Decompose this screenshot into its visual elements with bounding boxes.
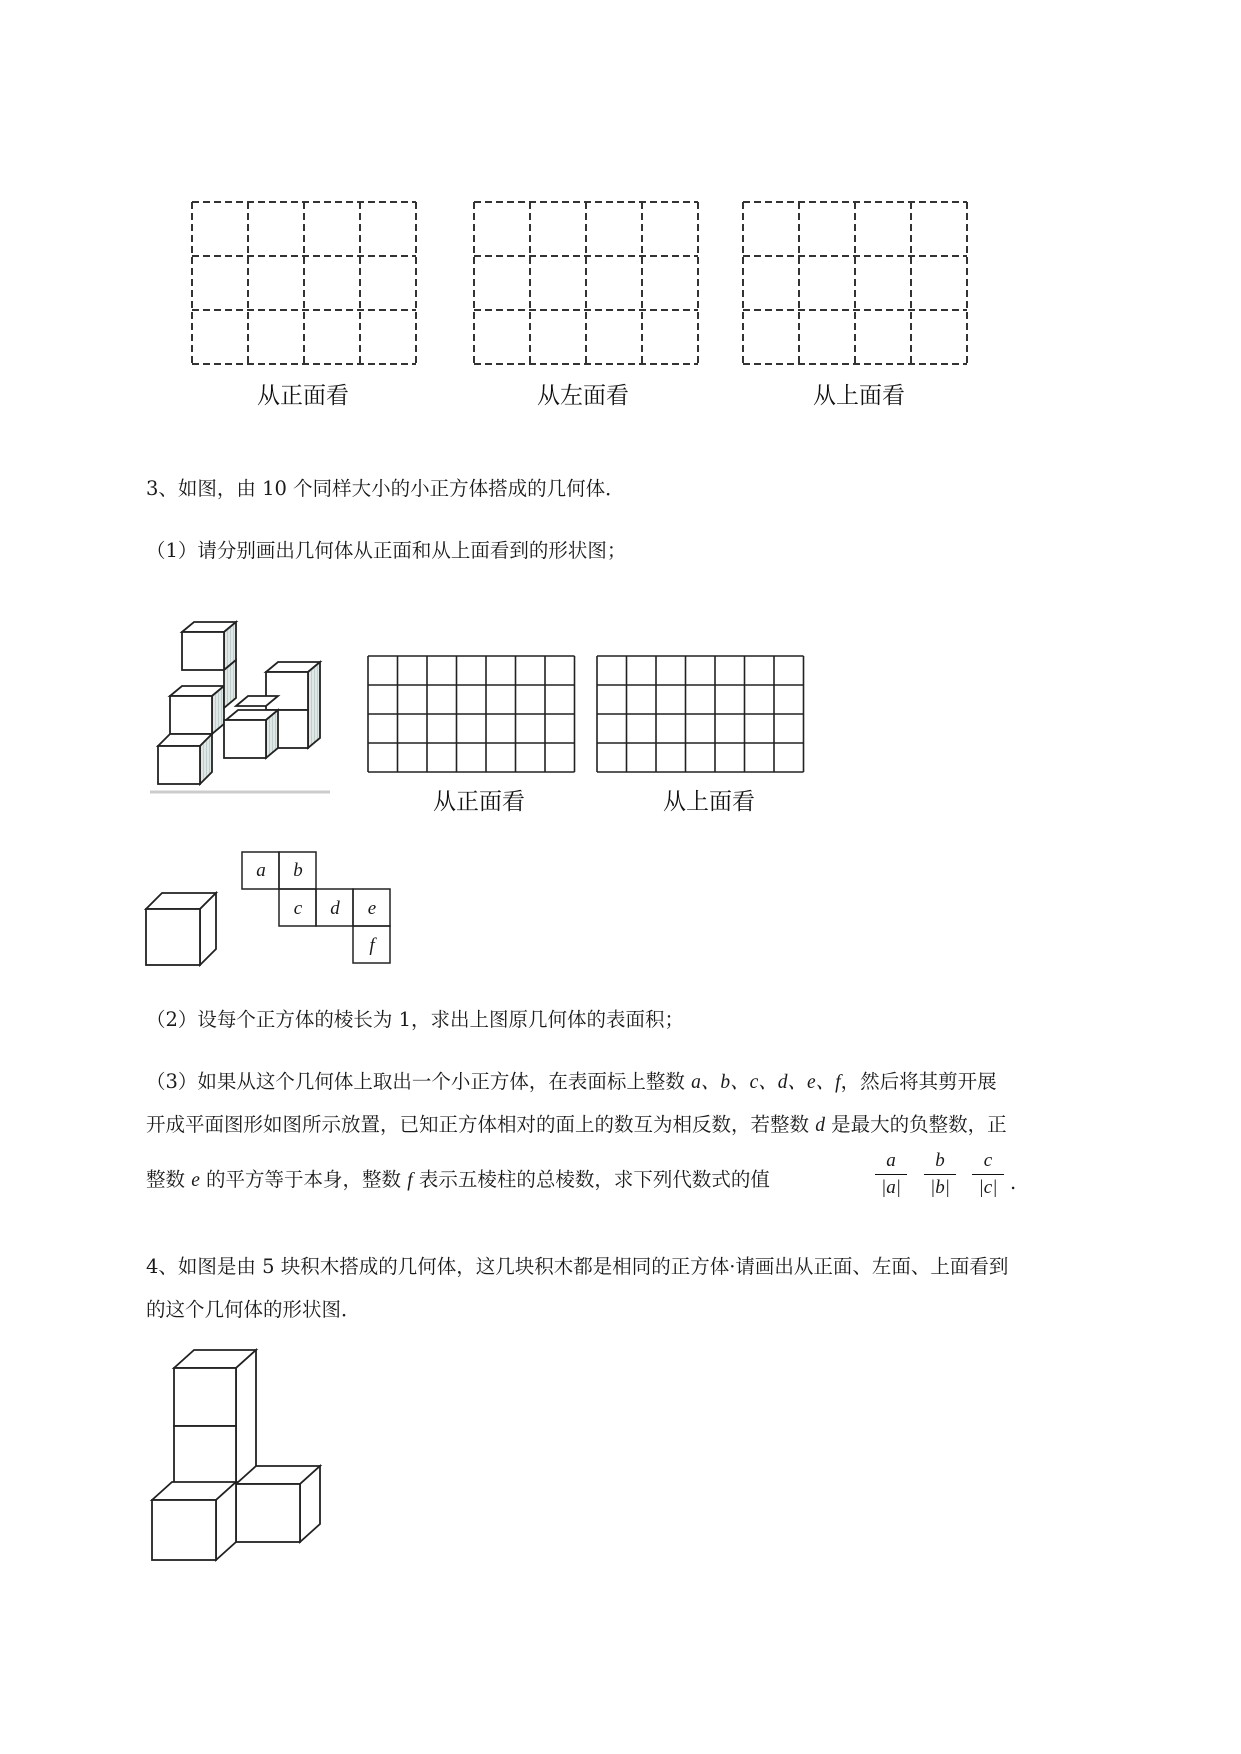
q3-part2: （2）设每个正方体的棱长为 1，求出上图原几何体的表面积； [146,1008,685,1031]
fraction-numerator: a [886,1150,896,1171]
q3-part3-text: 的平方等于本身，整数 [199,1168,408,1191]
q4-line1: 4、如图是由 5 块积木搭成的几何体，这几块积木都是相同的正方体·请画出从正面、左面、上面看到 [146,1255,1009,1278]
solid-grid-label-front: 从正面看 [433,789,525,815]
net-label-f: f [369,935,375,956]
q3-part3-text: 开成平面图形如图所示放置，已知正方体相对的面上的数互为相反数，若整数 [146,1113,816,1136]
q3-part1: （1）请分别画出几何体从正面和从上面看到的形状图； [146,539,627,562]
fraction-denominator: |c| [978,1177,998,1198]
q4-line2: 的这个几何体的形状图． [146,1298,361,1321]
fraction-numerator: b [935,1150,945,1171]
q3-part3-var-f: f [407,1170,413,1191]
grid-label-top: 从上面看 [813,383,905,409]
net-label-c: c [293,898,303,919]
q3-part3-text: ，然后将其剪开展 [840,1070,997,1093]
single-cube [144,891,224,971]
fraction-b [920,1150,960,1199]
q3-part3-vars: a、b、c、d、e、f [691,1072,841,1093]
q3-part3-text: （3）如果从这个几何体上取出一个小正方体，在表面标上整数 [146,1070,692,1093]
q3-part3-text: 表示五棱柱的总棱数，求下列代数式的值 [412,1168,770,1191]
q3-part3-text: 是最大的负整数，正 [824,1113,1007,1136]
end-period: . [1010,1171,1017,1194]
fraction-denominator: |a| [881,1177,901,1198]
solid-grids [0,0,1241,800]
grid-label-left: 从左面看 [537,383,629,409]
net-label-e: e [367,898,377,919]
fraction-c [968,1150,1008,1199]
q3-part3-line1 [146,1067,997,1098]
solid-grid-2 [597,656,804,772]
solid-grid-1 [368,656,575,772]
solid-grid-label-top: 从上面看 [663,789,755,815]
q3-part3-line2 [146,1110,1007,1141]
q3-part3-line3 [146,1165,770,1196]
q3-part3-text: 整数 [146,1168,192,1191]
net-label-b: b [293,860,303,881]
net-label-d: d [330,898,340,919]
fraction-denominator: |b| [930,1177,950,1198]
fraction-numerator: c [983,1150,993,1171]
five-block-figure [148,1348,328,1563]
q3-title: 3、如图，由 10 个同样大小的小正方体搭成的几何体． [146,477,625,500]
net-label-a: a [256,860,266,881]
grid-label-front: 从正面看 [257,383,349,409]
q3-part3-var-e: e [191,1170,200,1191]
fraction-a [871,1150,911,1199]
q3-part3-var-d: d [815,1115,825,1136]
